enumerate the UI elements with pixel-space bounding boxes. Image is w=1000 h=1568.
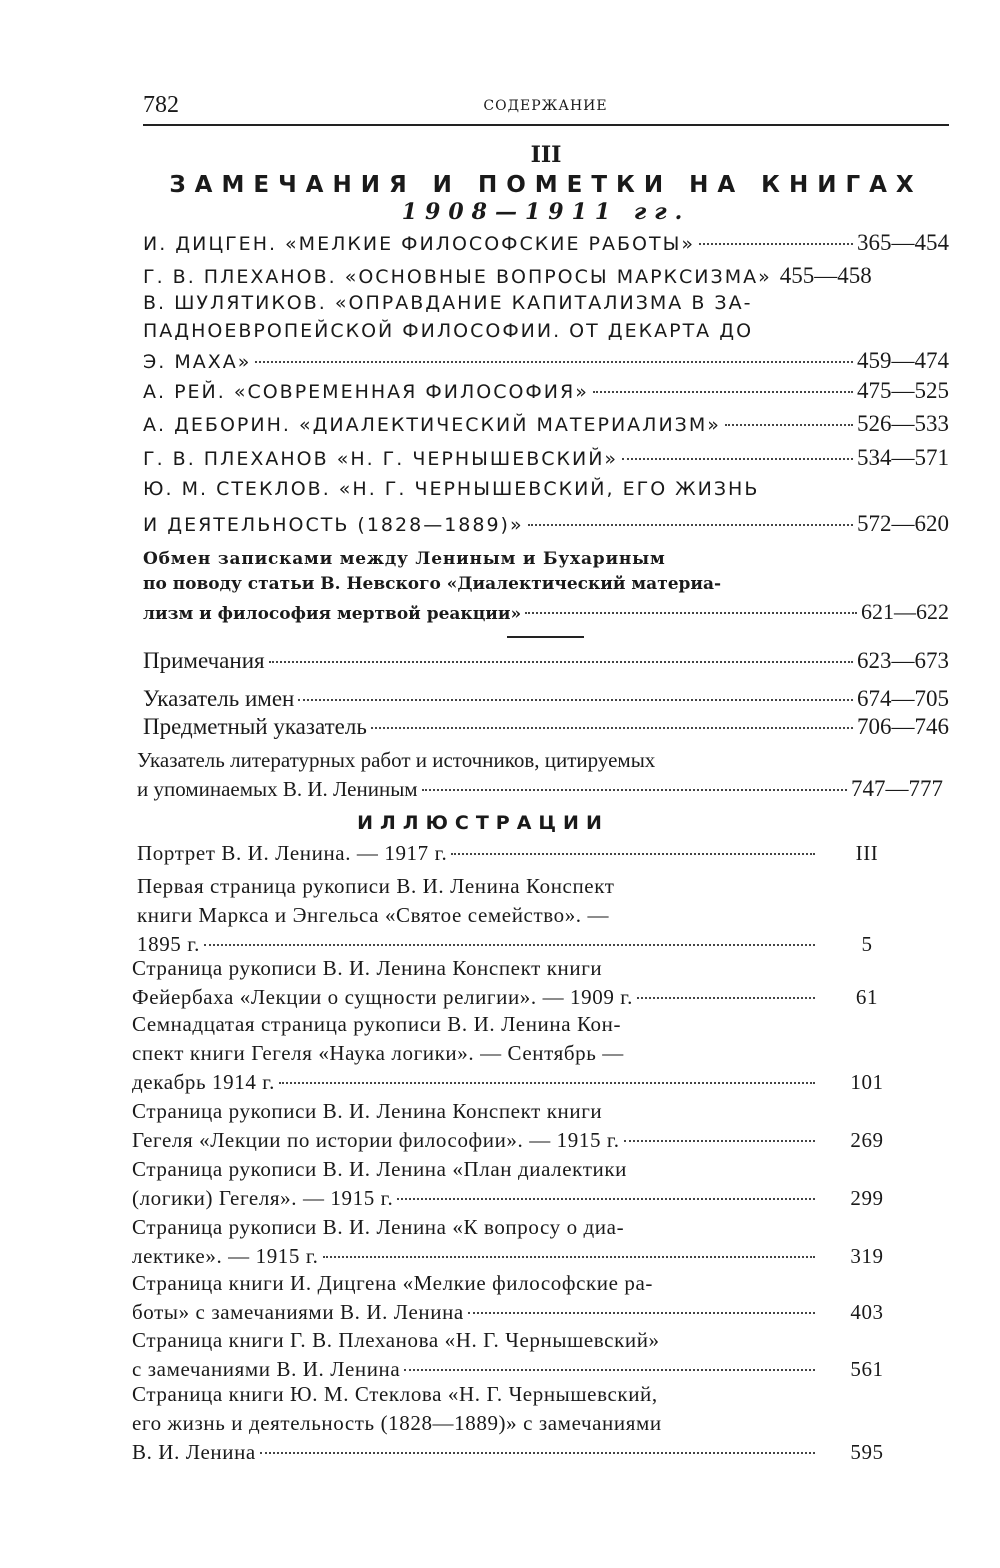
illustration-item-on-dialectics: Страница рукописи В. И. Ленина «К вопросу о диа- лектике». — 1915 г. 319 — [132, 1215, 884, 1268]
toc-entry-shulyatikov: В. ШУЛЯТИКОВ. «ОПРАВДАНИЕ КАПИТАЛИЗМА В ЗА- ПАДНОЕВРОПЕЙСКОЙ ФИЛОСОФИИ. ОТ ДЕКАРТА ДО Э. МАХА» 459—474 — [143, 292, 949, 373]
entry-pages: 534—571 — [857, 445, 949, 470]
illustration-item-steklov-book: Страница книги Ю. М. Стеклова «Н. Г. Чернышевский, его жизнь и деятельность (1828—1889)» с замечаниями В. И. Ленина 595 — [132, 1382, 884, 1464]
illustration-item-plan-of-dialectics: Страница рукописи В. И. Ленина «План диалектики (логики) Гегеля». — 1915 г. 299 — [132, 1157, 884, 1210]
page-number: 782 — [143, 92, 179, 118]
toc-entry-name-index: Указатель имен 674—705 — [143, 686, 949, 711]
toc-entry-notes: Примечания 623—673 — [143, 648, 949, 673]
entry-pages: 623—673 — [857, 648, 949, 673]
entry-pages: 621—622 — [861, 599, 949, 624]
toc-entry-deborin: А. ДЕБОРИН. «ДИАЛЕКТИЧЕСКИЙ МАТЕРИАЛИЗМ» 526—533 — [143, 411, 949, 436]
toc-entry-rey: А. РЕЙ. «СОВРЕМЕННАЯ ФИЛОСОФИЯ» 475—525 — [143, 378, 949, 403]
illustration-item-dietzgen-book: Страница книги И. Дицгена «Мелкие философские ра- боты» с замечаниями В. И. Ленина 403 — [132, 1271, 884, 1324]
illustration-item-plekhanov-book: Страница книги Г. В. Плеханова «Н. Г. Чернышевский» с замечаниями В. И. Ленина 561 — [132, 1328, 884, 1381]
toc-entry-literature-index: Указатель литературных работ и источников, цитируемых и упоминаемых В. И. Лениным 747—777 — [137, 748, 943, 801]
illustration-item-history-of-philosophy: Страница рукописи В. И. Ленина Конспект книги Гегеля «Лекции по истории философии». — 1915 г. 269 — [132, 1099, 884, 1152]
section-years: 1908—1911 гг. — [401, 199, 691, 225]
illustration-item-science-of-logic: Семнадцатая страница рукописи В. И. Ленина Кон- спект книги Гегеля «Наука логики». — Сентябрь — декабрь 1914 г. 101 — [132, 1012, 884, 1094]
entry-pages: 455—458 — [779, 263, 872, 288]
section-title: ЗАМЕЧАНИЯ И ПОМЕТКИ НА КНИГАХ — [169, 172, 923, 198]
toc-entry-dietzgen: И. ДИЦГЕН. «МЕЛКИЕ ФИЛОСОФСКИЕ РАБОТЫ» 365—454 — [143, 230, 949, 255]
section-divider — [507, 636, 584, 638]
entry-pages: 674—705 — [857, 686, 949, 711]
toc-entry-plekhanov-chernyshevsky: Г. В. ПЛЕХАНОВ «Н. Г. ЧЕРНЫШЕВСКИЙ» 534—571 — [143, 445, 949, 470]
running-title: СОДЕРЖАНИЕ — [483, 98, 608, 114]
illustration-item-holy-family: Первая страница рукописи В. И. Ленина Конспект книги Маркса и Энгельса «Святое семейство». — 1895 г. 5 — [137, 874, 873, 956]
illustration-item-portrait: Портрет В. И. Ленина. — 1917 г. III — [137, 841, 879, 865]
toc-entry-steklov: Ю. М. СТЕКЛОВ. «Н. Г. ЧЕРНЫШЕВСКИЙ, ЕГО ЖИЗНЬ И ДЕЯТЕЛЬНОСТЬ (1828—1889)» 572—620 — [143, 478, 949, 536]
entry-pages: 365—454 — [857, 230, 949, 255]
toc-entry-lenin-bukharin-notes: Обмен записками между Лениным и Бухариным по поводу статьи В. Невского «Диалектический материа- лизм и философия мертвой реакции» 621—622 — [143, 549, 949, 624]
entry-pages: 706—746 — [857, 714, 949, 739]
illustration-item-feuerbach: Страница рукописи В. И. Ленина Конспект книги Фейербаха «Лекции о сущности религии». — 1909 г. 61 — [132, 956, 879, 1009]
illustrations-heading: ИЛЛЮСТРАЦИИ — [357, 812, 609, 834]
entry-pages: 475—525 — [857, 378, 949, 403]
entry-pages: 747—777 — [851, 776, 943, 801]
toc-entry-plekhanov-marxism: Г. В. ПЛЕХАНОВ. «ОСНОВНЫЕ ВОПРОСЫ МАРКСИЗМА» 455—458 — [143, 263, 872, 288]
section-number: III — [530, 142, 562, 168]
header-rule — [143, 124, 949, 126]
entry-pages: 526—533 — [857, 411, 949, 436]
entry-pages: 572—620 — [857, 511, 949, 536]
toc-entry-subject-index: Предметный указатель 706—746 — [143, 714, 949, 739]
entry-pages: 459—474 — [857, 348, 949, 373]
page-header — [143, 92, 948, 122]
